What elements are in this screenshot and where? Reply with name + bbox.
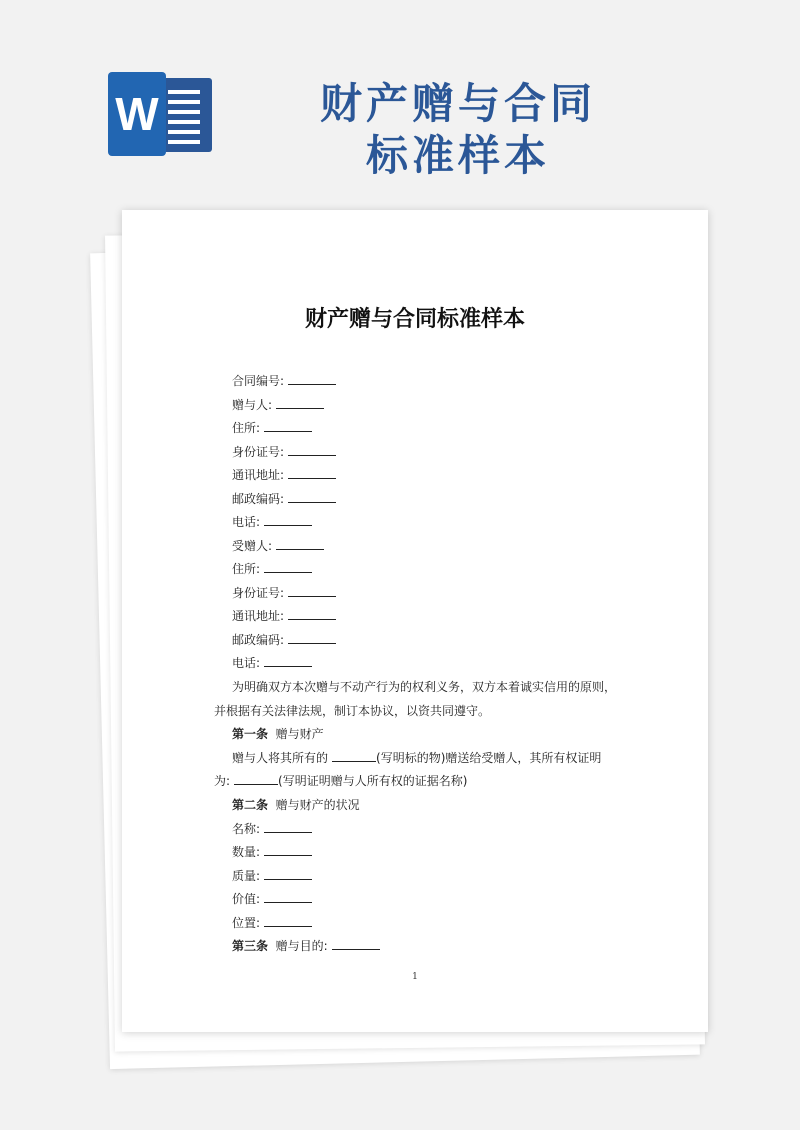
field-label: 数量:	[232, 845, 261, 859]
field-label: 电话:	[232, 515, 261, 529]
article-heading: 第一条	[232, 727, 269, 741]
field-row	[232, 888, 624, 912]
field-label: 身份证号:	[232, 444, 285, 459]
article-text: (写明标的物)赠送给受赠人，其所有权证明	[376, 750, 602, 765]
fill-blank	[264, 818, 312, 833]
field-row	[232, 488, 632, 512]
hero-title-line1: 财产赠与合同	[319, 79, 596, 128]
field-row	[232, 464, 632, 488]
field-label: 名称:	[232, 821, 261, 836]
fill-blank	[264, 417, 312, 432]
fill-blank	[264, 841, 312, 856]
party-fields	[232, 370, 632, 676]
article-title: 赠与财产	[275, 727, 324, 741]
field-row	[232, 370, 632, 394]
field-row	[232, 652, 632, 676]
fill-blank	[264, 865, 312, 880]
fill-blank	[332, 747, 376, 762]
hero-title-line2: 标准样本	[365, 131, 550, 180]
field-row	[232, 865, 624, 889]
field-label: 住所:	[232, 421, 261, 435]
fill-blank	[288, 629, 336, 644]
article-title: 赠与财产的状况	[275, 798, 360, 812]
fill-blank	[288, 605, 336, 620]
article-heading: 第二条	[232, 798, 269, 812]
field-row	[232, 417, 632, 441]
fill-blank	[264, 558, 312, 573]
field-label: 通讯地址:	[232, 609, 285, 623]
fill-blank	[332, 935, 380, 950]
field-row	[232, 394, 632, 418]
field-row	[232, 841, 624, 865]
field-label: 价值:	[232, 892, 261, 906]
article-text: (写明证明赠与人所有权的证据名称)	[278, 774, 468, 788]
fill-blank	[276, 394, 324, 409]
field-label: 受赠人:	[232, 538, 273, 553]
preamble-line: 并根据有关法律法规，制订本协议，以资共同遵守。	[214, 703, 491, 718]
field-row	[232, 535, 632, 559]
field-row	[232, 818, 624, 842]
field-row	[232, 629, 632, 653]
fill-blank	[264, 912, 312, 927]
field-label: 赠与人:	[232, 397, 273, 412]
fill-blank	[276, 535, 324, 550]
field-row	[232, 582, 632, 606]
field-row	[232, 558, 632, 582]
word-icon	[108, 72, 216, 156]
field-label: 邮政编码:	[232, 632, 285, 647]
field-label: 住所:	[232, 562, 261, 576]
fill-blank	[234, 770, 278, 785]
field-row	[232, 912, 624, 936]
word-letter-badge: W	[108, 72, 166, 156]
article-text: 为:	[214, 774, 231, 788]
field-label: 合同编号:	[232, 374, 285, 388]
field-label: 通讯地址:	[232, 468, 285, 482]
page-number: 1	[412, 972, 418, 982]
article-2	[232, 794, 624, 959]
fill-blank	[288, 582, 336, 597]
fill-blank	[288, 370, 336, 385]
fill-blank	[264, 888, 312, 903]
field-label: 质量:	[232, 868, 261, 883]
document-page	[122, 210, 708, 1032]
field-row	[232, 441, 632, 465]
article-1	[214, 723, 624, 794]
preamble-line: 为明确双方本次赠与不动产行为的权利义务，双方本着诚实信用的原则，	[232, 680, 617, 694]
article-text: 赠与人将其所有的	[232, 750, 329, 765]
article-heading: 第三条	[232, 939, 269, 953]
preamble	[214, 676, 624, 723]
fill-blank	[288, 464, 336, 479]
fill-blank	[264, 652, 312, 667]
field-row	[232, 605, 632, 629]
fill-blank	[288, 488, 336, 503]
document-title: 财产赠与合同标准样本	[304, 307, 525, 332]
field-row	[232, 511, 632, 535]
field-label: 电话:	[232, 656, 261, 670]
article-title: 赠与目的:	[275, 939, 328, 953]
fill-blank	[288, 441, 336, 456]
field-label: 邮政编码:	[232, 491, 285, 506]
field-label: 位置:	[232, 915, 261, 930]
field-label: 身份证号:	[232, 585, 285, 600]
fill-blank	[264, 511, 312, 526]
